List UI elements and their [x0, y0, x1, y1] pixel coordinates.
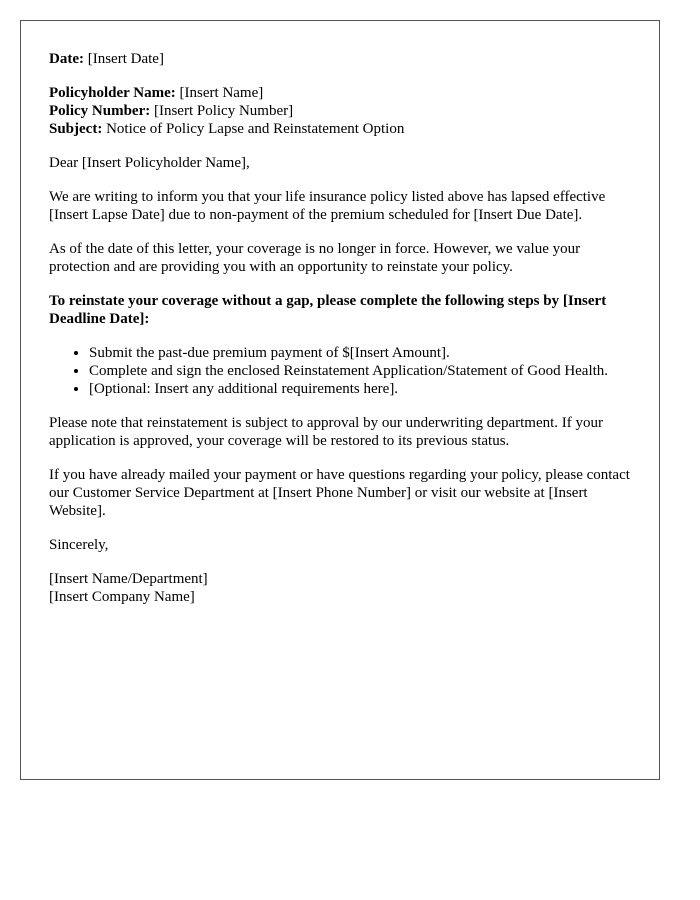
policy-number-line [49, 102, 631, 120]
closing: Sincerely, [49, 537, 109, 553]
policyholder-value: [Insert Name] [179, 85, 264, 101]
subject-label: Subject: [49, 121, 103, 137]
policy-number-value: [Insert Policy Number] [153, 103, 294, 119]
greeting: Dear [Insert Policyholder Name], [49, 155, 250, 171]
paragraph-contact: If you have already mailed your payment or have questions regarding your policy, please contact our Customer Service Department at [Insert Phone Number] or visit our website at [Insert Website]. [49, 467, 630, 519]
list-item: • Complete and sign the enclosed Reinstatement Application/Statement of Good Health. [89, 362, 631, 380]
signature-block [49, 570, 631, 606]
steps-heading: To reinstate your coverage without a gap, please complete the following steps by [Insert Deadline Date]: [49, 293, 607, 327]
signature-company: [Insert Company Name] [49, 589, 195, 605]
policyholder-label: Policyholder Name: [49, 85, 176, 101]
policy-number-label: Policy Number: [49, 103, 151, 119]
paragraph-lapse-notice: We are writing to inform you that your life insurance policy listed above has lapsed effective [Insert Lapse Date] due to non-payment of the premium scheduled for [Insert Due Date]. [49, 189, 606, 223]
steps-list [49, 344, 631, 398]
list-item: • Submit the past-due premium payment of $[Insert Amount]. [89, 344, 631, 362]
list-item: • [Optional: Insert any additional requirements here]. [89, 380, 631, 398]
paragraph-coverage-status: As of the date of this letter, your coverage is no longer in force. However, we value your protection and are providing you with an opportunity to reinstate your policy. [49, 241, 581, 275]
date-value: [Insert Date] [87, 51, 164, 67]
paragraph-underwriting: Please note that reinstatement is subject to approval by our underwriting department. If your application is approved, your coverage will be restored to its previous status. [49, 415, 604, 449]
subject-line [49, 120, 631, 138]
policyholder-line [49, 84, 631, 102]
policy-info-block [49, 84, 631, 138]
date-label: Date: [49, 51, 84, 67]
subject-value: Notice of Policy Lapse and Reinstatement Option [106, 121, 405, 137]
date-line [49, 50, 631, 68]
signature-name: [Insert Name/Department] [49, 571, 208, 587]
letter-page [20, 20, 660, 780]
